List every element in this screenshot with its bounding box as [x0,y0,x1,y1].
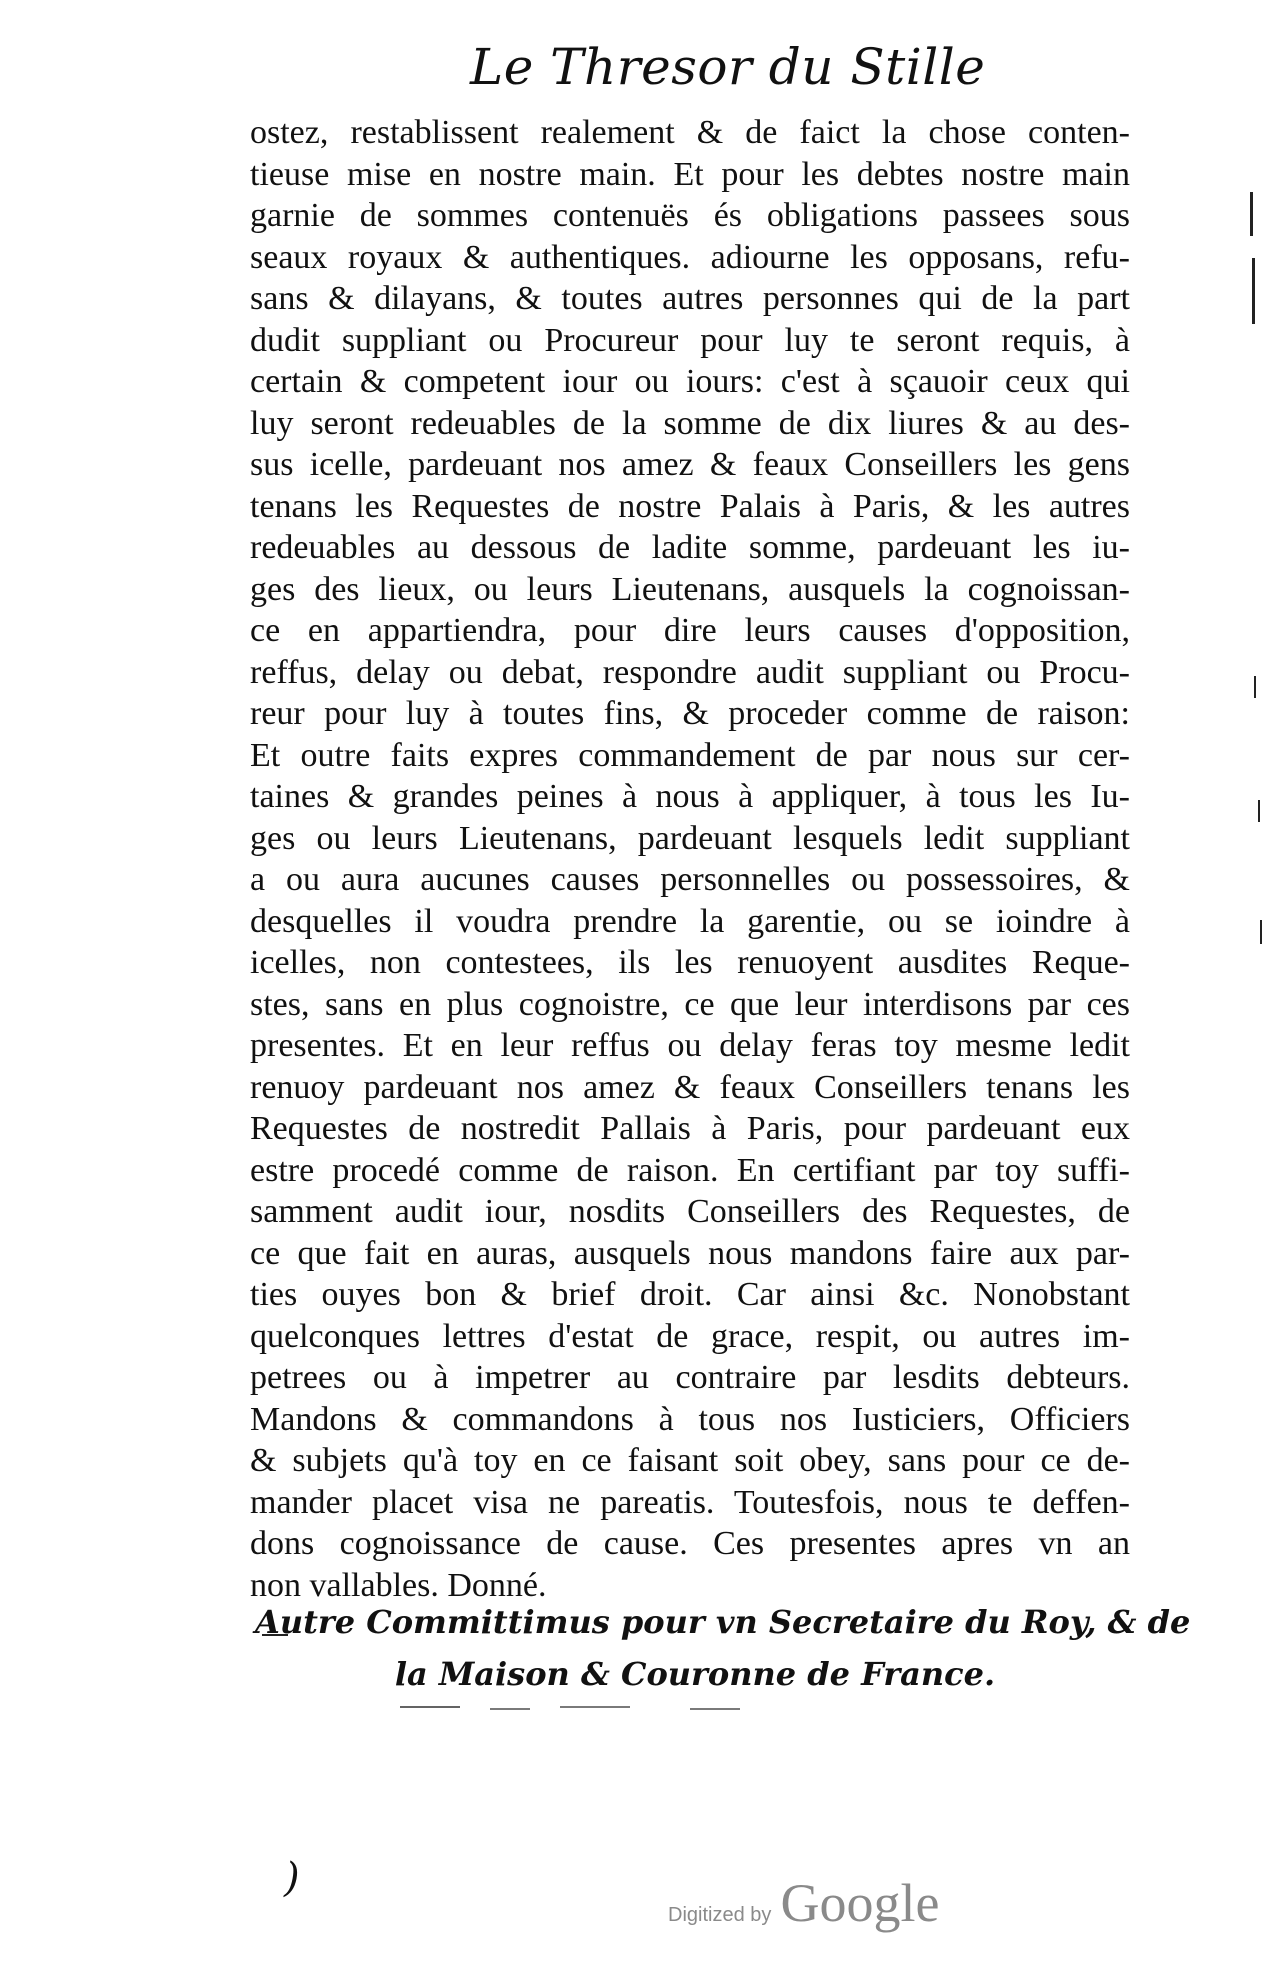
text-line: Mandons & commandons à tous nos Iusticiers, Officiers [250,1400,1130,1438]
section-heading-line-1: Autre Committimus pour vn Secretaire du Roy, & de [255,1603,1191,1641]
text-line: sans & dilayans, & toutes autres personnes qui de la part [250,280,1130,317]
margin-mark [1252,258,1255,324]
heading-underline-mark [690,1708,740,1710]
text-line: ce en appartiendra, pour dire leurs causes d'opposition, [250,612,1130,649]
text-line: estre procedé comme de raison. En certifiant par toy suffi- [250,1151,1130,1189]
text-line: samment audit iour, nosdits Conseillers des Requestes, de [250,1193,1130,1230]
text-line: petrees ou à impetrer au contraire par lesdits debteurs. [250,1359,1130,1396]
text-line: renuoy pardeuant nos amez & feaux Conseillers tenans les [250,1068,1130,1106]
text-line: tenans les Requestes de nostre Palais à Paris, & les autres [250,487,1130,525]
running-head: Le Thresor du Stille [470,38,986,96]
watermark-prefix: Digitized by [668,1904,772,1926]
margin-mark [1254,676,1256,698]
text-line: ges ou leurs Lieutenans, pardeuant lesquels ledit suppliant [250,819,1130,857]
text-line: desquelles il voudra prendre la garentie, ou se ioindre à [250,902,1130,940]
margin-mark [1260,920,1262,944]
section-heading-line-2: la Maison & Couronne de France. [394,1655,996,1693]
text-line: & subjets qu'à toy en ce faisant soit obey, sans pour ce de- [250,1442,1130,1479]
text-line: tieuse mise en nostre main. Et pour les debtes nostre main [250,155,1130,193]
text-line: a ou aura aucunes causes personnelles ou possessoires, & [250,861,1130,898]
digitized-watermark [668,1872,939,1934]
text-line: certain & competent iour ou iours: c'est à sçauoir ceux qui [250,363,1130,400]
text-line: luy seront redeuables de la somme de dix liures & au des- [250,404,1130,442]
heading-underline-mark [490,1708,530,1710]
text-line: Et outre faits expres commandement de par nous sur cer- [250,736,1130,774]
text-line: reffus, delay ou debat, respondre audit suppliant ou Procu- [250,653,1130,691]
margin-mark [1250,192,1253,236]
stray-mark: ) [284,1855,300,1901]
heading-underline-mark [560,1706,630,1708]
text-line: presentes. Et en leur reffus ou delay feras toy mesme ledit [250,1027,1130,1064]
text-line: taines & grandes peines à nous à appliquer, à tous les Iu- [250,778,1130,815]
text-line: reur pour luy à toutes fins, & proceder comme de raison: [250,695,1130,732]
text-line: garnie de sommes contenuës és obligations passees sous [250,197,1130,234]
text-line: non vallables. Donné. [250,1566,547,1604]
heading-underline-mark [400,1706,460,1708]
text-line: stes, sans en plus cognoistre, ce que leur interdisons par ces [250,985,1130,1023]
text-line: dudit suppliant ou Procureur pour luy te seront requis, à [250,321,1130,359]
text-line: icelles, non contestees, ils les renuoyent ausdites Reque- [250,944,1130,981]
text-line: sus icelle, pardeuant nos amez & feaux Conseillers les gens [250,446,1130,483]
section-heading [255,1596,1191,1700]
text-line: quelconques lettres d'estat de grace, respit, ou autres im- [250,1317,1130,1355]
text-line: redeuables au dessous de ladite somme, pardeuant les iu- [250,529,1130,566]
watermark-brand: Google [780,1873,940,1933]
text-line: Requestes de nostredit Pallais à Paris, pour pardeuant eux [250,1110,1130,1147]
text-line: mander placet visa ne pareatis. Toutesfois, nous te deffen- [250,1483,1130,1521]
text-line: seaux royaux & authentiques. adiourne les opposans, refu- [250,238,1130,276]
text-line: ce que fait en auras, ausquels nous mandons faire aux par- [250,1234,1130,1272]
body-text [250,112,1130,1606]
text-line: ties ouyes bon & brief droit. Car ainsi &c. Nonobstant [250,1276,1130,1313]
margin-mark [1258,800,1260,822]
text-line: ges des lieux, ou leurs Lieutenans, ausquels la cognoissan- [250,570,1130,608]
text-line: ostez, restablissent realement & de faict la chose conten- [250,114,1130,151]
text-line: dons cognoissance de cause. Ces presentes apres vn an [250,1525,1130,1562]
